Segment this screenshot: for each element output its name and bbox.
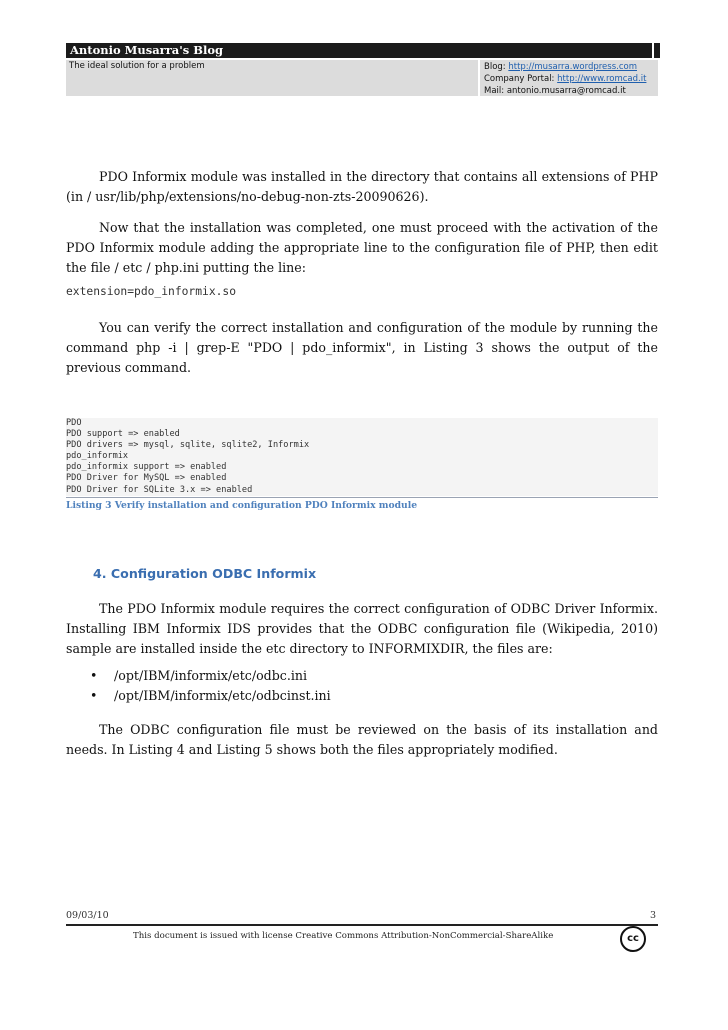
section-heading: 4. Configuration ODBC Informix	[93, 566, 317, 581]
paragraph-review	[66, 720, 658, 760]
listing-line: pdo_informix	[66, 451, 129, 462]
list-item-text: /opt/IBM/informix/etc/odbcinst.ini	[114, 688, 331, 703]
listing-3-code	[66, 418, 658, 496]
license-text: This document is issued with license Creative Commons Attribution-NonCommercial-ShareAlike	[133, 931, 554, 941]
paragraph-install-dir	[66, 167, 658, 207]
portal-link[interactable]: http://www.romcad.it	[557, 74, 647, 84]
listing-divider	[66, 497, 658, 498]
listing-line: PDO Driver for SQLite 3.x => enabled	[66, 484, 253, 495]
listing-line: PDO drivers => mysql, sqlite, sqlite2, Informix	[66, 440, 310, 451]
listing-caption: Listing 3 Verify installation and configuration PDO Informix module	[66, 500, 418, 511]
bullet-icon: •	[90, 688, 98, 703]
code-extension-line: extension=pdo_informix.so	[66, 285, 237, 298]
portal-link-line	[484, 73, 646, 85]
paragraph-text: PDO Informix module was installed in the directory that contains all extensions of PHP (in / usr/lib/php/extensions/no-debug-non-zts-20090626).	[66, 169, 658, 204]
page-number: 3	[649, 910, 656, 921]
paragraph-text: Now that the installation was completed, one must proceed with the activation of the PDO Informix module adding the appropriate line to the configuration file of PHP, then edit the file / etc / php.ini putting the line:	[66, 220, 658, 275]
paragraph-text: The ODBC configuration file must be reviewed on the basis of its installation and needs. In Listing 4 and Listing 5 shows both the files appropriately modified.	[66, 722, 658, 757]
bullet-icon: •	[90, 668, 98, 683]
header-bar-end	[652, 43, 660, 58]
listing-line: PDO Driver for MySQL => enabled	[66, 473, 227, 484]
listing-line: pdo_informix support => enabled	[66, 462, 227, 473]
footer-divider	[66, 924, 658, 926]
paragraph-activation	[66, 218, 658, 278]
mail-line: Mail: antonio.musarra@romcad.it	[484, 86, 626, 96]
list-item	[90, 688, 331, 703]
footer-date: 09/03/10	[66, 910, 109, 921]
blog-link-line	[484, 61, 637, 73]
blog-link[interactable]: http://musarra.wordpress.com	[508, 62, 637, 72]
blog-label: Blog:	[484, 62, 509, 72]
listing-line: PDO support => enabled	[66, 429, 180, 440]
creative-commons-icon: cc	[620, 926, 646, 952]
list-item	[90, 668, 307, 683]
blog-title: Antonio Musarra's Blog	[70, 43, 224, 57]
paragraph-text: You can verify the correct installation and configuration of the module by running the command php -i | grep-E "PDO | pdo_informix", in Listing 3 shows the output of the previous command.	[66, 320, 658, 375]
paragraph-verify	[66, 318, 658, 378]
paragraph-text: The PDO Informix module requires the correct configuration of ODBC Driver Informix. Installing IBM Informix IDS provides that the ODBC configuration file (Wikipedia, 2010) sample are installed inside the etc directory to INFORMIXDIR, the files are:	[66, 601, 658, 656]
listing-line: PDO	[66, 418, 82, 428]
blog-subtitle: The ideal solution for a problem	[69, 61, 205, 71]
list-item-text: /opt/IBM/informix/etc/odbc.ini	[114, 668, 308, 683]
paragraph-odbc	[66, 599, 658, 659]
portal-label: Company Portal:	[484, 74, 558, 84]
